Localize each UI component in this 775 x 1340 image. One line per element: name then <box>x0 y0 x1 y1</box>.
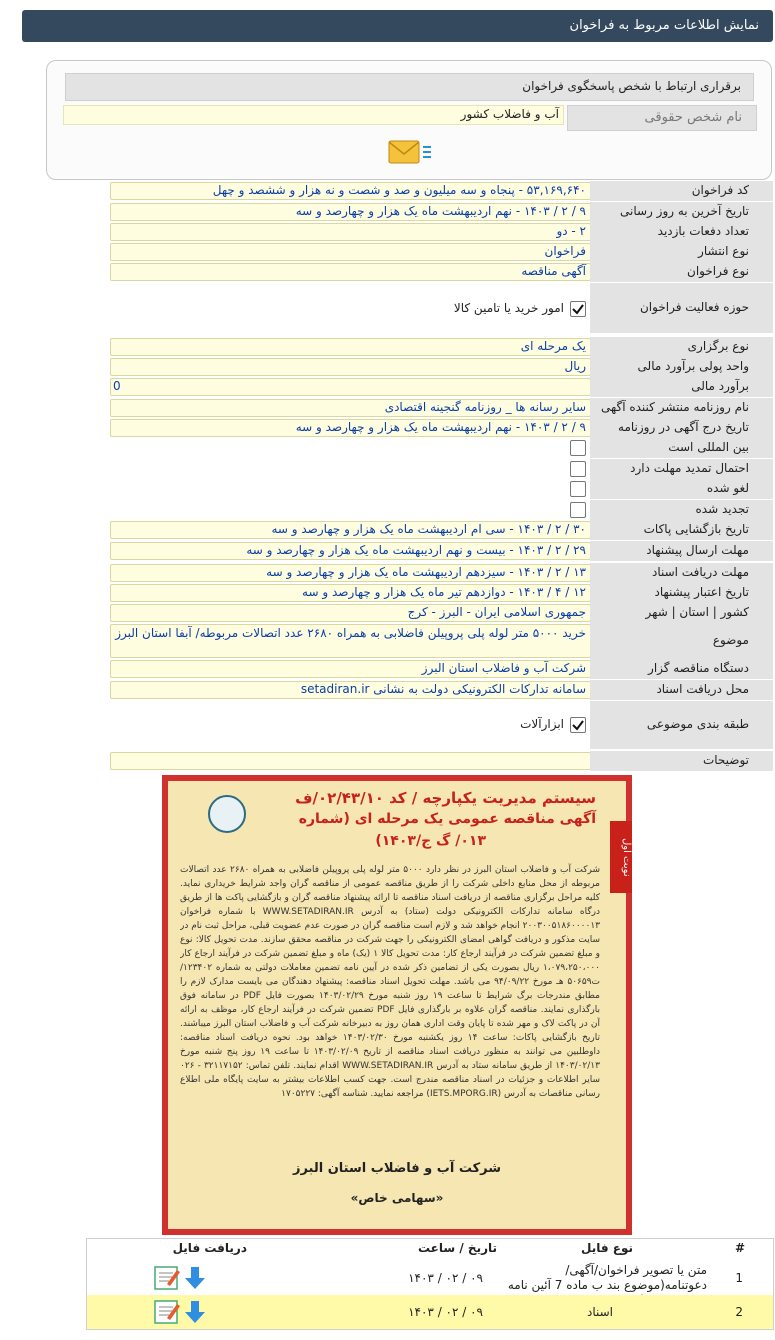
contact-box <box>46 60 772 180</box>
opening-date-label: تاریخ بازگشایی پاکات <box>590 520 773 541</box>
contact-header-label: برقراری ارتباط با شخص پاسخگوی فراخوان <box>522 79 741 93</box>
last-update-label: تاریخ آخرین به روز رسانی <box>590 202 773 223</box>
poster-title-line2: آگهی مناقصه عمومی یک مرحله ای (شماره <box>298 811 596 827</box>
category-value: ابزارآلات <box>520 717 564 731</box>
page-title-bar <box>22 10 773 42</box>
row-cancelled <box>92 479 773 499</box>
currency-value: ریال <box>110 358 591 376</box>
publish-type-label: نوع انتشار <box>590 242 773 263</box>
download-buttons[interactable] <box>153 1264 209 1292</box>
renewed-label: تجدید شده <box>590 500 773 521</box>
row-extension <box>92 459 773 479</box>
location-value: جمهوری اسلامی ایران - البرز - کرج <box>110 604 591 622</box>
activity-checkbox[interactable] <box>570 301 586 317</box>
category-checkbox[interactable] <box>570 717 586 733</box>
row-newspaper <box>92 398 773 418</box>
page-title: نمایش اطلاعات مربوط به فراخوان <box>569 18 759 33</box>
tender-code-label: کد فراخوان <box>590 181 773 202</box>
legal-entity-value <box>63 105 564 125</box>
col-download: دریافت فایل <box>172 1241 247 1255</box>
view-count-label: تعداد دفعات بازدید <box>590 222 773 243</box>
subject-label: موضوع <box>590 623 773 660</box>
submit-deadline-label: مهلت ارسال پیشنهاد <box>590 541 773 562</box>
international-checkbox[interactable] <box>570 440 586 456</box>
row-docs-location <box>92 680 773 700</box>
row-opening-date <box>92 520 773 540</box>
contact-header[interactable] <box>65 73 754 101</box>
tender-poster-image <box>162 775 632 1235</box>
activity-field-value: امور خرید یا تامین کالا <box>453 301 564 315</box>
envelope-icon[interactable] <box>387 137 433 170</box>
extension-checkbox[interactable] <box>570 461 586 477</box>
tender-code-value: ۵۳,۱۶۹,۶۴۰ - پنجاه و سه میلیون و صد و شصت و نه هزار و ششصد و چهل <box>110 182 591 200</box>
row-organizer <box>92 659 773 679</box>
newspaper-date-value: ۹ / ۲ / ۱۴۰۳ - نهم اردیبهشت ماه یک هزار و چهارصد و سه <box>110 419 591 437</box>
organizer-value: شرکت آب و فاضلاب استان البرز <box>110 660 591 678</box>
description-value <box>110 752 591 770</box>
publish-type-value: فراخوان <box>110 243 591 261</box>
international-label: بین المللی است <box>590 438 773 459</box>
col-type: نوع فایل <box>581 1241 633 1255</box>
cancelled-checkbox[interactable] <box>570 481 586 497</box>
row-estimate <box>92 377 773 397</box>
row-holding-type <box>92 337 773 357</box>
row-tender-code <box>92 181 773 201</box>
row-subject <box>92 623 773 659</box>
newspaper-label: نام روزنامه منتشر کننده آگهی <box>590 398 773 419</box>
files-table-header <box>87 1239 773 1259</box>
docs-deadline-label: مهلت دریافت اسناد <box>590 563 773 584</box>
row-category <box>92 701 773 749</box>
docs-deadline-value: ۱۳ / ۲ / ۱۴۰۳ - سیزدهم اردیبهشت ماه یک هزار و چهارصد و سه <box>110 564 591 582</box>
docs-location-label: محل دریافت اسناد <box>590 680 773 701</box>
docs-location-value: سامانه تدارکات الکترونیکی دولت به نشانی setadiran.ir <box>110 681 591 699</box>
file-type: اسناد <box>586 1305 613 1319</box>
validity-label: تاریخ اعتبار پیشنهاد <box>590 583 773 604</box>
last-update-value: ۹ / ۲ / ۱۴۰۳ - نهم اردیبهشت ماه یک هزار و چهارصد و سه <box>110 203 591 221</box>
file-num: 1 <box>735 1271 743 1285</box>
renewed-checkbox[interactable] <box>570 502 586 518</box>
description-label: توضیحات <box>590 751 773 772</box>
files-table <box>86 1238 774 1330</box>
newspaper-date-label: تاریخ درج آگهی در روزنامه <box>590 418 773 439</box>
row-international <box>92 438 773 458</box>
file-num: 2 <box>735 1305 743 1319</box>
row-description <box>92 751 773 771</box>
row-location <box>92 603 773 623</box>
poster-body-text: شرکت آب و فاضلاب استان البرز در نظر دارد ۵۰۰۰ متر لوله پلی پروپیلن فاضلابی به همراه ۲۶۸۰ عدد اتصالات مربوطه از محل منابع داخلی شرکت را از طریق مناقصه عمومی از مناقصه گران واجد شرایط خریداری نماید. کلیه مراحل برگزاری مناقصه از دریافت اسناد مناقصه تا ارائه پیشنهاد مناقصه گران و بازگشایی پاکت ها از طریق درگاه سامانه تدارکات الکترونیکی دولت (ستاد) به آدرس WWW.SETADIRAN.IR با شماره فراخوان ۲۰۰۳۰۰۵۱۸۶۰۰۰۰۱۳ انجام خواهد شد و لازم است مناقصه گران در صورت عدم عضویت قبلی، مراحل ثبت نام در سایت مذکور و دریافت گواهی امضای الکترونیکی را جهت شرکت در مناقصه محقق سازند. مدت تحویل کالا: نوع و مبلغ تضمین شرکت در فرآیند ارجاع کار: مدت تحویل کالا ۱ (یک) ماه و مبلغ تضمین شرکت در فرآیند ارجاع کار ۱،۰۷۹،۲۵۰،۰۰۰ ریال بصورت یکی از تضامین ذکر شده در آیین نامه تضمین معاملات دولتی به شماره ۱۲۳۴۰۲/ت۵۰۶۵۹ هـ مورخ ۹۴/۰۹/۲۲ می باشد. مهلت تحویل اسناد مناقصه: پیشنهاد دهندگان می بایست مدارک لازم را مطابق مندرجات برگ شرایط تا ساعت ۱۹ روز شنبه مورخ ۱۴۰۳/۰۲/۲۹ بصورت فایل PDF در سامانه فوق بارگذاری نمایند. مناقصه گران علاوه بر بارگذاری فایل PDF تضمین شرکت در فرآیند ارجاع کار، موظف به ارائه آن در پاکت لاک و مهر شده تا پایان وقت اداری همان روز به دبیرخانه شرکت آب و فاضلاب استان البرز میباشند. تاریخ بازگشایی پاکات: ساعت ۱۴ روز یکشنبه مورخ ۱۴۰۳/۰۲/۳۰ خواهد بود. نحوه دریافت اسناد مناقصه: داوطلبین می توانند به منظور دریافت اسناد مناقصه از تاریخ ۱۴۰۳/۰۲/۰۹ تا ساعت ۱۹ روز پنج شنبه مورخ ۱۴۰۳/۰۲/۱۳ از طریق سامانه ستاد به آدرس WWW.SETADIRAN.IR اقدام نمایند. تلفن تماس: ۳۲۱۱۷۱۵۲ - ۰۲۶ سایر اطلاعات و جزئیات در اسناد مناقصه مندرج است. جهت کسب اطلاعات بیشتر به سایت پایگاه ملی اطلاع رسانی مناقصات به آدرس (IETS.MPORG.IR) مراجعه نمایید. شناسه آگهی: ۱۷۰۵۲۲۷ <box>180 865 600 1099</box>
row-docs-deadline <box>92 563 773 583</box>
row-publish-type <box>92 242 773 262</box>
row-call-type <box>92 262 773 282</box>
row-last-update <box>92 202 773 222</box>
holding-type-value: یک مرحله ای <box>110 338 591 356</box>
currency-label: واحد پولی برآورد مالی <box>590 357 773 378</box>
poster-title-line1: سیستم مدیریت یکپارچه / کد ۰۲/۴۳/۱۰/ف <box>295 789 596 807</box>
location-label: کشور | استان | شهر <box>590 603 773 624</box>
legal-entity-value-text: آب و فاضلاب کشور <box>460 107 559 121</box>
file-type: متن یا تصویر فراخوان/آگهی/دعوتنامه(موضوع بند ب ماده 7 آئین نامه <box>507 1263 707 1292</box>
row-view-count <box>92 222 773 242</box>
row-currency <box>92 357 773 377</box>
holding-type-label: نوع برگزاری <box>590 337 773 358</box>
call-type-value: آگهی مناقصه <box>110 263 591 281</box>
poster-signature-sub: «سهامی خاص» <box>350 1191 444 1205</box>
subject-value: خرید ۵۰۰۰ متر لوله پلی پروپیلن فاضلابی به همراه ۲۶۸۰ عدد اتصالات مربوطه/ آبفا استان البرز <box>110 624 591 658</box>
newspaper-value: سایر رسانه ها _ روزنامه گنجینه اقتصادی <box>110 399 591 417</box>
poster-signature: شرکت آب و فاضلاب استان البرز <box>292 1161 502 1176</box>
row-submit-deadline <box>92 541 773 561</box>
row-validity <box>92 583 773 603</box>
activity-field-label: حوزه فعالیت فراخوان <box>590 283 773 334</box>
cancelled-label: لغو شده <box>590 479 773 500</box>
row-activity-field <box>92 283 773 333</box>
company-logo-left-icon <box>208 795 246 833</box>
legal-entity-label-text: نام شخص حقوقی <box>644 110 742 125</box>
organizer-label: دستگاه مناقصه گزار <box>590 659 773 680</box>
call-type-label: نوع فراخوان <box>590 262 773 283</box>
category-label: طبقه بندی موضوعی <box>590 701 773 750</box>
estimate-label: برآورد مالی <box>590 377 773 398</box>
extension-label: احتمال تمدید مهلت دارد <box>590 459 773 480</box>
submit-deadline-value: ۲۹ / ۲ / ۱۴۰۳ - بیست و نهم اردیبهشت ماه یک هزار و چهارصد و سه <box>110 542 591 560</box>
legal-entity-label <box>567 105 757 131</box>
file-date: ۱۴۰۳ / ۰۲ / ۰۹ <box>408 1305 483 1319</box>
estimate-value: 0 <box>110 378 591 396</box>
table-row <box>87 1261 773 1295</box>
table-row <box>87 1295 773 1329</box>
poster-title-line3: ۰۱۳/ گ ج/۱۴۰۳) <box>375 833 486 849</box>
poster-badge: نوبت اول <box>610 821 632 893</box>
validity-value: ۱۲ / ۴ / ۱۴۰۳ - دوازدهم تیر ماه یک هزار و چهارصد و سه <box>110 584 591 602</box>
file-date: ۱۴۰۳ / ۰۲ / ۰۹ <box>408 1271 483 1285</box>
opening-date-value: ۳۰ / ۲ / ۱۴۰۳ - سی ام اردیبهشت ماه یک هزار و چهارصد و سه <box>110 521 591 539</box>
download-buttons[interactable] <box>153 1298 209 1326</box>
view-count-value: ۲ - دو <box>110 223 591 241</box>
col-num: # <box>734 1241 745 1255</box>
row-renewed <box>92 500 773 520</box>
row-newspaper-date <box>92 418 773 438</box>
col-date: تاریخ / ساعت <box>417 1241 497 1255</box>
